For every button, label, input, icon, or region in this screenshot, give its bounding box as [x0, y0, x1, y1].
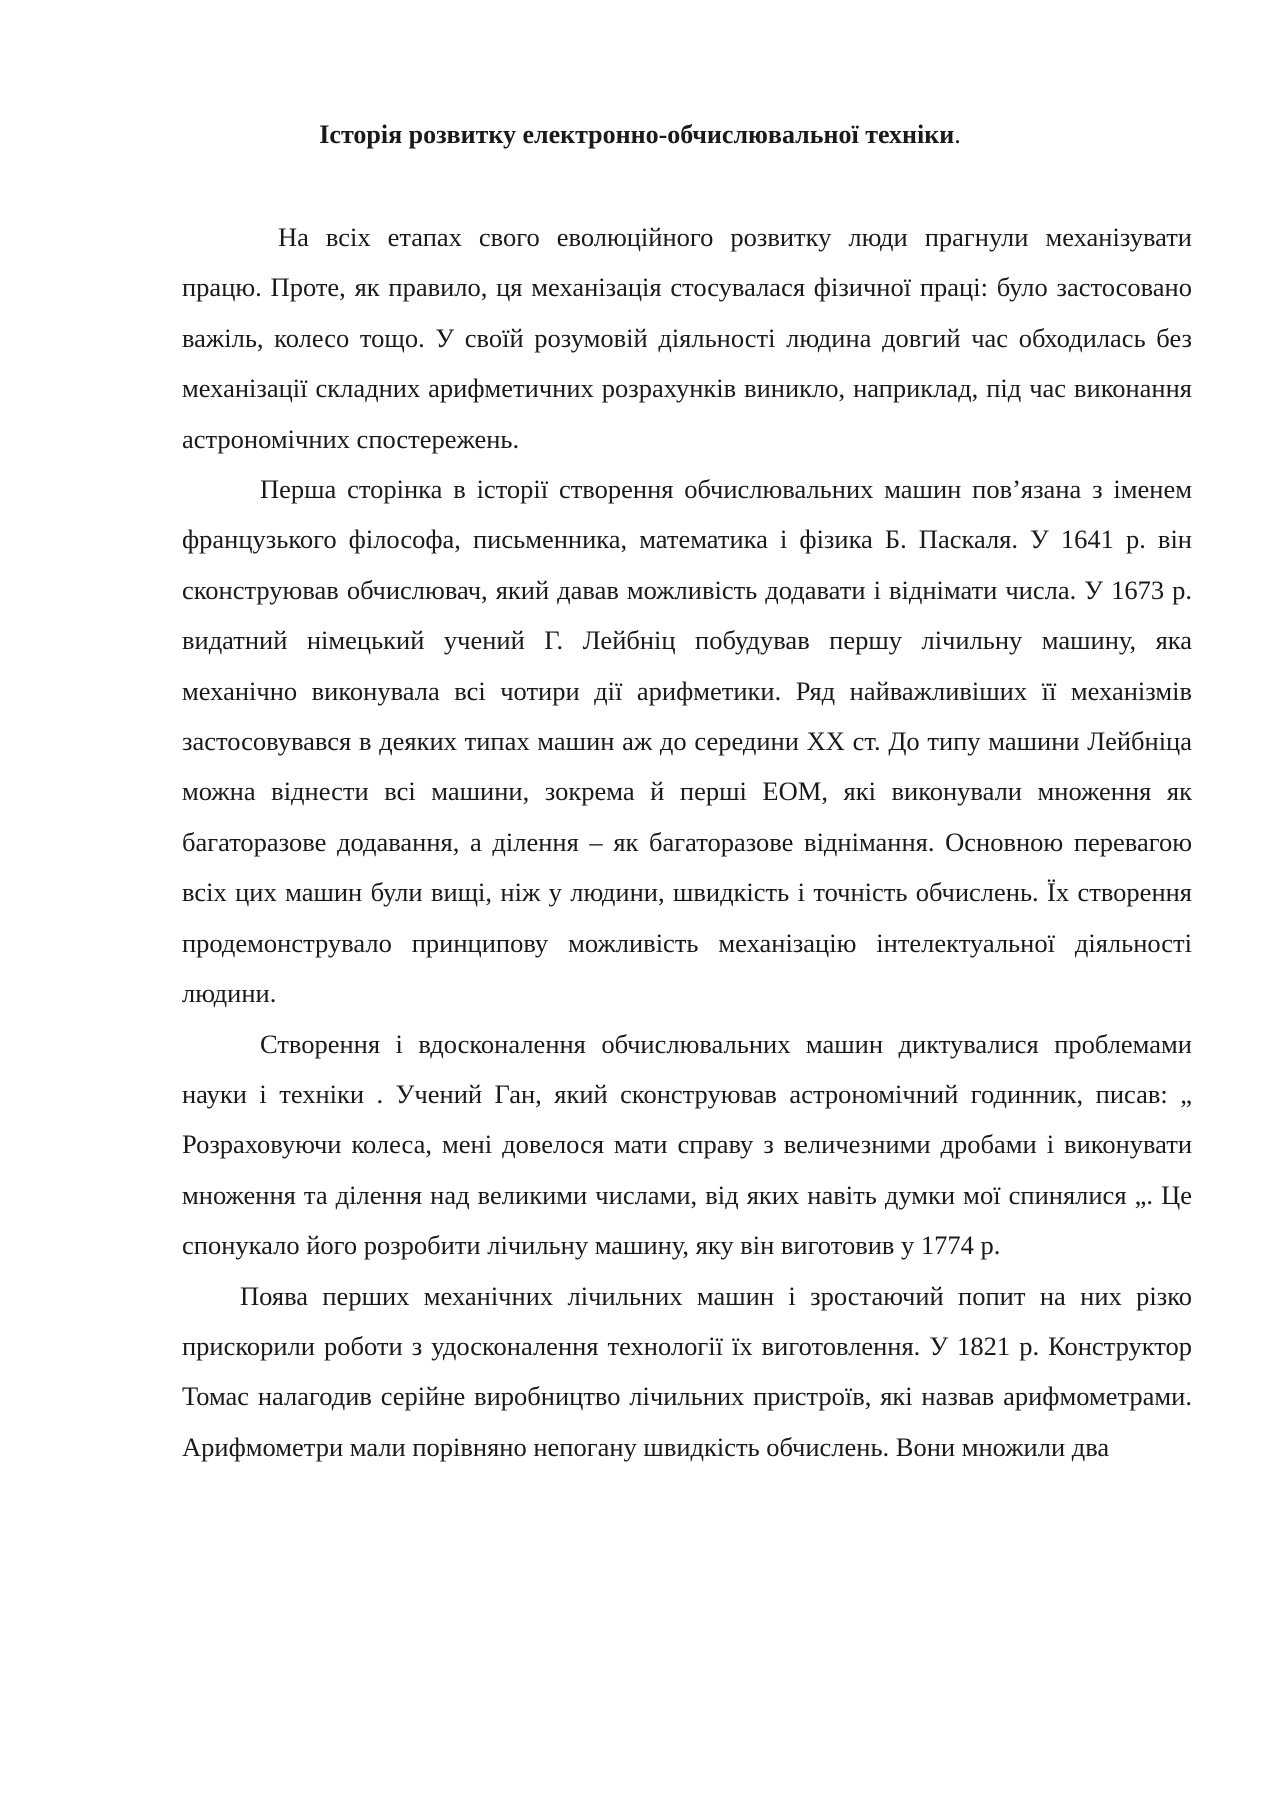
- paragraph-1: На всіх етапах свого еволюційного розвитку люди прагнули механізувати працю. Проте, як правило, ця механізація стосувалася фізичної праці: було застосовано важіль, колесо тощо. У своїй розумовій діяльності людина довгий час обходилась без механізації складних арифметичних розрахунків виникло, наприклад, під час виконання астрономічних спостережень.: [182, 222, 1192, 454]
- paragraph-3: Створення і вдосконалення обчислювальних машин диктувалися проблемами науки і техніки . Учений Ган, який сконструював астрономічний годинник, писав: „ Розраховуючи колеса, мені довелося мати справу з величезними дробами і виконувати множення та ділення над великими числами, від яких навіть думки мої спинялися „. Це спонукало його розробити лічильну машину, яку він виготовив у 1774 р.: [182, 1028, 1192, 1261]
- title-text: Історія розвитку електронно-обчислювальної техніки: [319, 120, 955, 149]
- page-title: [0, 118, 1280, 152]
- paragraph-4: Поява перших механічних лічильних машин і зростаючий попит на них різко прискорили роботи з удосконалення технології їх виготовлення. У 1821 р. Конструктор Томас налагодив серійне виробництво лічильних пристроїв, які назвав арифмометрами. Арифмометри мали порівняно непогану швидкість обчислень. Вони множили два: [182, 1280, 1192, 1462]
- title-punctuation: .: [954, 120, 961, 149]
- body-text: [182, 212, 1192, 1472]
- paragraph-2: Перша сторінка в історії створення обчислювальних машин пов’язана з іменем французького філософа, письменника, математика і фізика Б. Паскаля. У 1641 р. він сконструював обчислювач, який давав можливість додавати і віднімати числа. У 1673 р. видатний німецький учений Г. Лейбніц побудував першу лічильну машину, яка механічно виконувала всі чотири дії арифметики. Ряд найважливіших її механізмів застосовувався в деяких типах машин аж до середини XX ст. До типу машини Лейбніца можна віднести всі машини, зокрема й перші ЕОМ, які виконували множення як багаторазове додавання, а ділення – як багаторазове віднімання. Основною перевагою всіх цих машин були вищі, ніж у людини, швидкість і точність обчислень. Їх створення продемонструвало принципову можливість механізацію інтелектуальної діяльності людини.: [182, 474, 1192, 1009]
